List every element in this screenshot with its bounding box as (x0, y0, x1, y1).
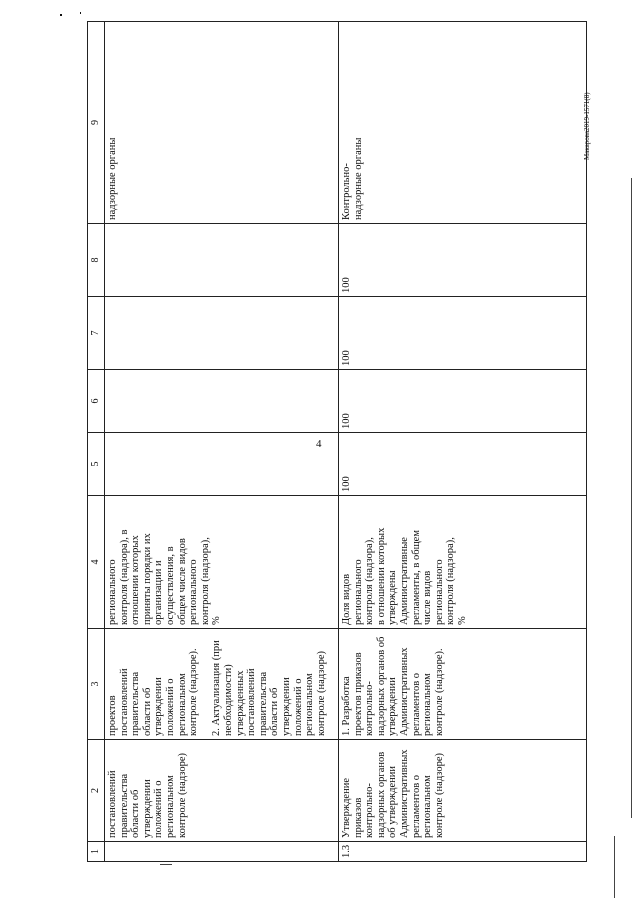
indicator-cell: регионального контроля (надзора), в отношении которых приняты порядки их организации и осуществления, в общем числе видов регионального контроля (надзора), % (105, 496, 339, 629)
scan-edge-line (614, 836, 615, 898)
value-cell (105, 370, 339, 433)
event-name-cell: Утверждение приказов контрольно- надзорных органов об утверждении Административных регламентов о региональном контроле (надзоре) (339, 740, 587, 842)
value-cell: 100 (339, 370, 587, 433)
value-cell (105, 433, 339, 496)
indicator-cell: Доля видов регионального контроля (надзора), в отношении которых утверждены Административные регламенты, в общем числе видов регионального контроля (надзора), % (339, 496, 587, 629)
value-cell (105, 297, 339, 370)
header-cell: 8 (88, 224, 105, 297)
activities-cell: проектов постановлений правительства области об утверждении положений о региональном контроле (надзоре). 2. Актуализация (при необходимости) утвержденных постановлений правительства области об утверждении положений о региональном контроле (надзоре) (105, 629, 339, 740)
header-cell: 5 (88, 433, 105, 496)
value-cell: 100 (339, 224, 587, 297)
value-cell: 100 (339, 297, 587, 370)
activities-cell: 1. Разработка проектов приказов контрольно- надзорных органов об утверждении Административных регламентов о региональном контроле (надзоре). (339, 629, 587, 740)
value-cell: 100 (339, 433, 587, 496)
plan-table (87, 21, 587, 862)
table-row (105, 22, 339, 862)
row-number-cell: 1.3 (339, 842, 587, 862)
table-row (339, 22, 587, 862)
header-row (88, 22, 105, 862)
responsible-cell: Контрольно- надзорные органы (339, 22, 587, 224)
header-cell: 2 (88, 740, 105, 842)
scan-edge-line (631, 178, 632, 818)
value-cell (105, 224, 339, 297)
document-footer: Макарова2019-1571(8) (583, 92, 591, 160)
rotated-table-container (87, 22, 587, 862)
scan-speck (80, 12, 81, 14)
header-cell: 9 (88, 22, 105, 224)
header-cell: 1 (88, 842, 105, 862)
header-cell: 6 (88, 370, 105, 433)
event-name-cell: постановлений правительства области об утверждении положений о региональном контроле (надзоре) (105, 740, 339, 842)
scan-mark (160, 864, 172, 865)
responsible-cell: надзорные органы (105, 22, 339, 224)
scan-speck (60, 14, 62, 16)
header-cell: 4 (88, 496, 105, 629)
header-cell: 7 (88, 297, 105, 370)
page-number: 4 (316, 438, 322, 450)
header-cell: 3 (88, 629, 105, 740)
row-number-cell (105, 842, 339, 862)
